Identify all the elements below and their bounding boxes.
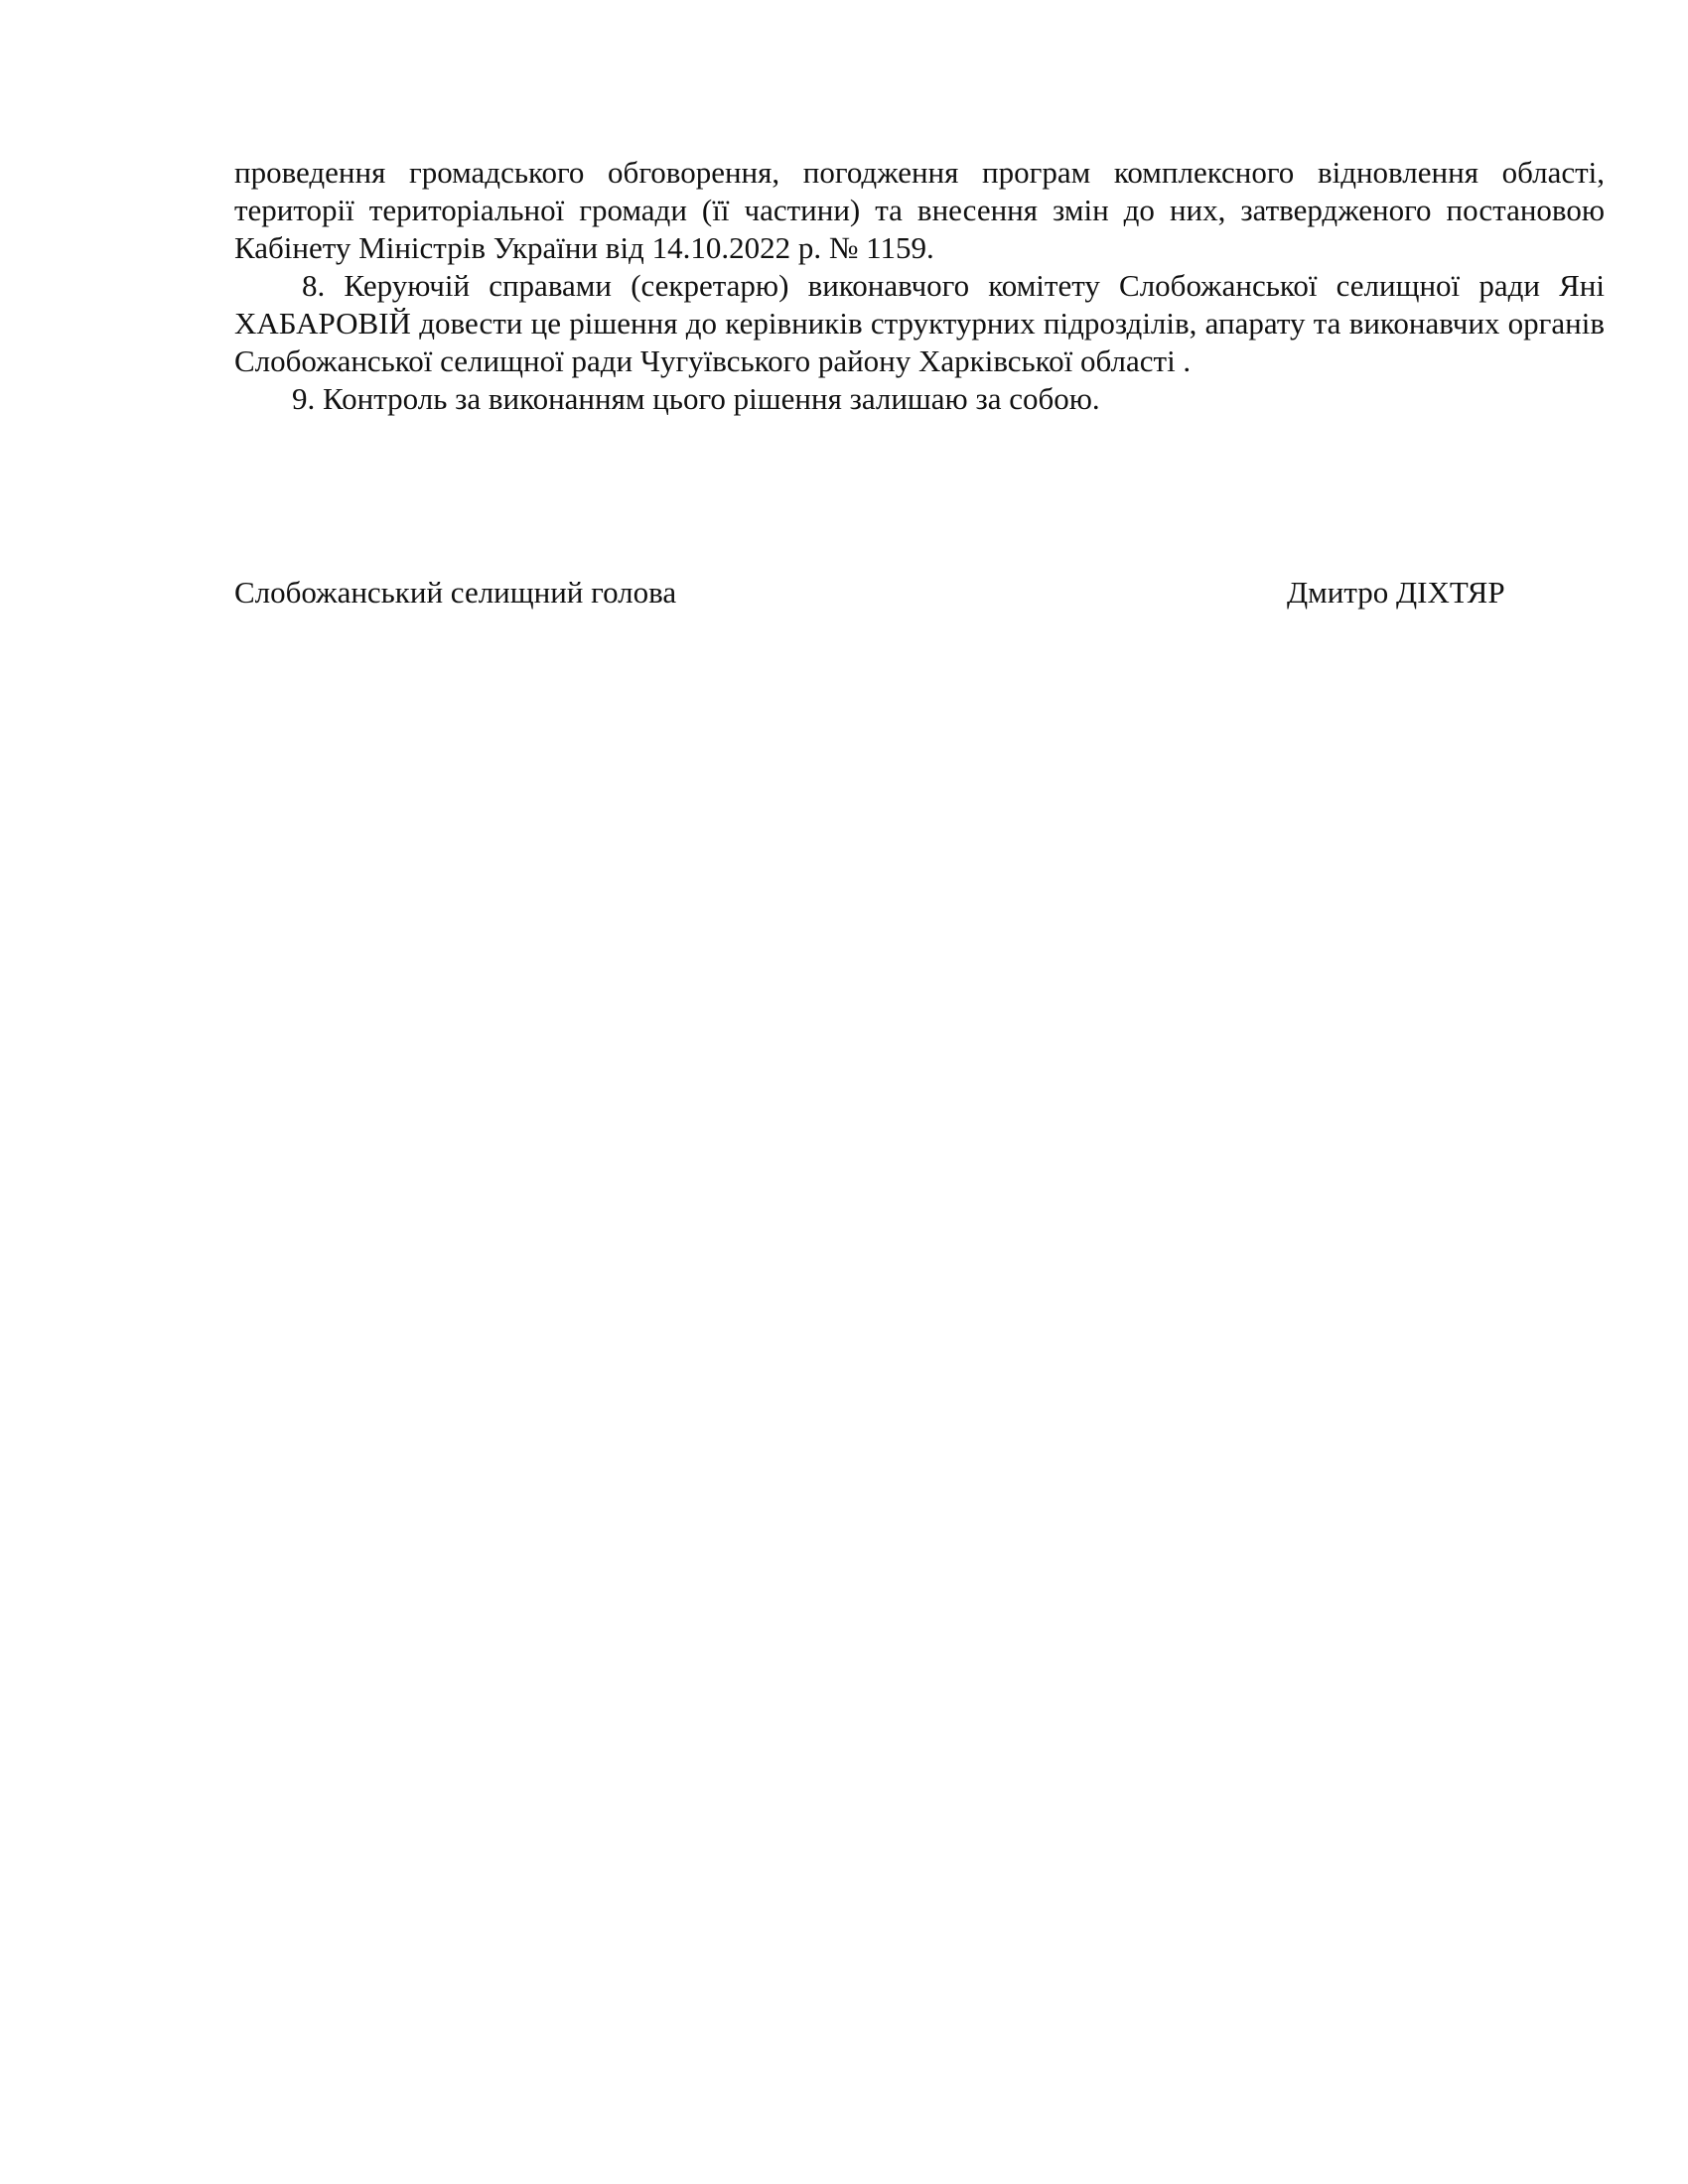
signatory-name: Дмитро ДІХТЯР xyxy=(1287,575,1505,610)
paragraph-continuation: проведення громадського обговорення, погодження програм комплексного відновлення області, території територіальної громади (її частини) та внесення змін до них, затвердженого постановою Кабінету Міністрів України від 14.10.2022 р. № 1159. xyxy=(234,155,1605,265)
paragraph-item-9: 9. Контроль за виконанням цього рішення залишаю за собою. xyxy=(292,381,1100,416)
document-body xyxy=(234,154,1605,418)
signatory-position: Слобожанський селищний голова xyxy=(234,575,677,610)
paragraph-item-8: 8. Керуючій справами (секретарю) виконавчого комітету Слобожанської селищної ради Яні ХАБАРОВІЙ довести це рішення до керівників структурних підрозділів, апарату та виконавчих органів Слобожанської селищної ради Чугуївського району Харківської області . xyxy=(234,268,1605,378)
